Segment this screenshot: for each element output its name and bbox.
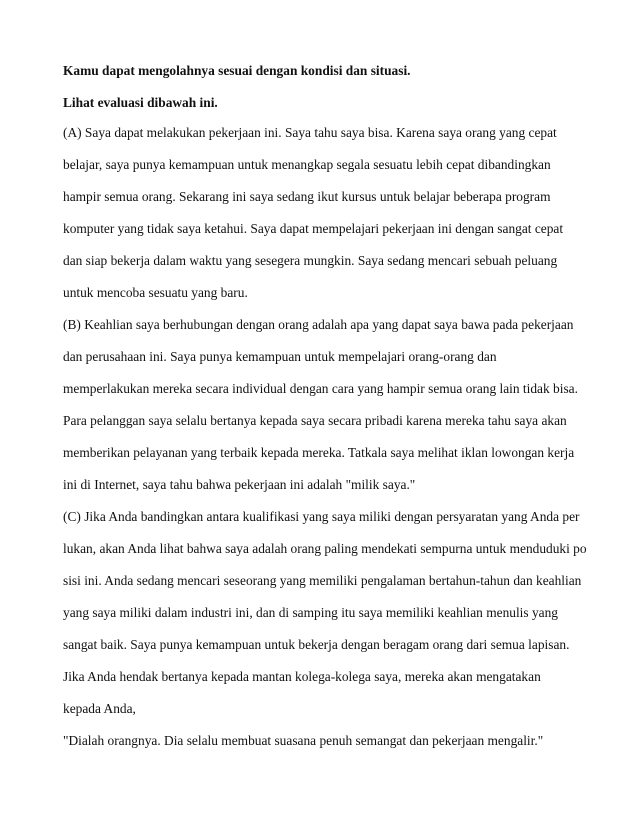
paragraph-line: belajar, saya punya kemampuan untuk menangkap segala sesuatu lebih cepat dibandingkan <box>63 157 551 172</box>
paragraph-line: dan siap bekerja dalam waktu yang sesegera mungkin. Saya sedang mencari sebuah peluang <box>63 253 558 268</box>
paragraph-line: Para pelanggan saya selalu bertanya kepada saya secara pribadi karena mereka tahu saya akan <box>63 413 567 428</box>
paragraph-line: hampir semua orang. Sekarang ini saya sedang ikut kursus untuk belajar beberapa program <box>63 189 551 204</box>
paragraph-line: yang saya miliki dalam industri ini, dan di samping itu saya memiliki keahlian menulis yang <box>63 605 558 620</box>
paragraph-line: komputer yang tidak saya ketahui. Saya dapat mempelajari pekerjaan ini dengan sangat cepat <box>63 221 564 236</box>
paragraph-line: ini di Internet, saya tahu bahwa pekerjaan ini adalah "milik saya." <box>63 477 416 492</box>
paragraph-line: sisi ini. Anda sedang mencari seseorang yang memiliki pengalaman bertahun-tahun dan keahlian <box>63 573 582 588</box>
document-subheading-line: Lihat evaluasi dibawah ini. <box>63 95 218 110</box>
paragraph-line: (B) Keahlian saya berhubungan dengan orang adalah apa yang dapat saya bawa pada pekerjaan <box>63 317 574 332</box>
quote-line: "Dialah orangnya. Dia selalu membuat suasana penuh semangat dan pekerjaan mengalir." <box>63 733 544 748</box>
paragraph-line: memberikan pelayanan yang terbaik kepada mereka. Tatkala saya melihat iklan lowongan kerja <box>63 445 575 460</box>
paragraph-line: memperlakukan mereka secara individual dengan cara yang hampir semua orang lain tidak bisa. <box>63 381 578 396</box>
document-heading-line: Kamu dapat mengolahnya sesuai dengan kondisi dan situasi. <box>63 63 411 78</box>
paragraph-line: (A) Saya dapat melakukan pekerjaan ini. Saya tahu saya bisa. Karena saya orang yang cepat <box>63 125 557 140</box>
paragraph-line: lukan, akan Anda lihat bahwa saya adalah orang paling mendekati sempurna untuk menduduki po <box>63 541 587 556</box>
paragraph-line: Jika Anda hendak bertanya kepada mantan kolega-kolega saya, mereka akan mengatakan <box>63 669 541 684</box>
paragraph-line: dan perusahaan ini. Saya punya kemampuan untuk mempelajari orang-orang dan <box>63 349 497 364</box>
paragraph-line: sangat baik. Saya punya kemampuan untuk bekerja dengan beragam orang dari semua lapisan. <box>63 637 570 652</box>
paragraph-line: kepada Anda, <box>63 701 136 716</box>
paragraph-line: (C) Jika Anda bandingkan antara kualifikasi yang saya miliki dengan persyaratan yang Anda per <box>63 509 580 524</box>
paragraph-line: untuk mencoba sesuatu yang baru. <box>63 285 248 300</box>
